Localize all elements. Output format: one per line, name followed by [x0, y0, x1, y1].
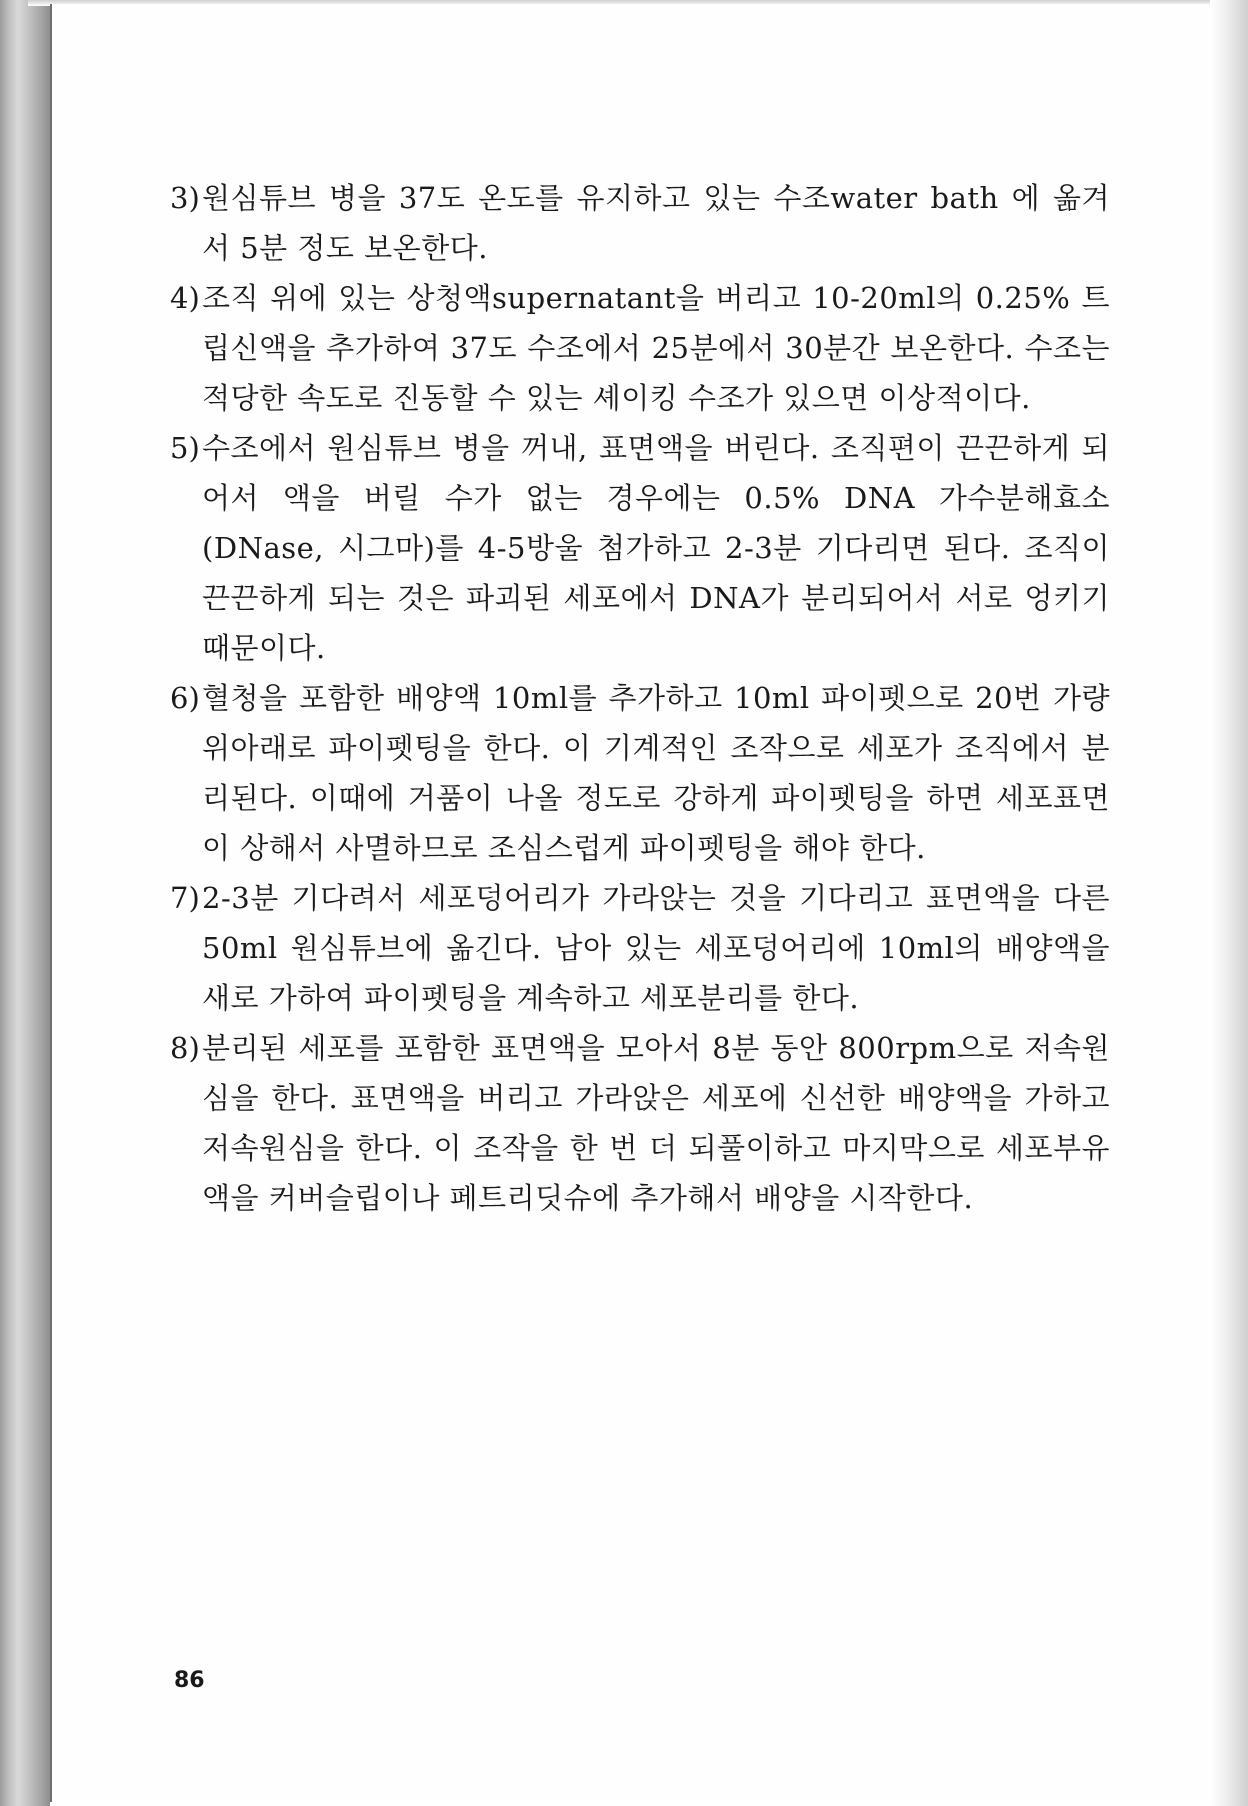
item-number: 5) — [170, 431, 200, 465]
book-spine — [0, 0, 50, 1806]
page-number: 86 — [174, 1668, 205, 1693]
item-number: 3) — [170, 181, 200, 215]
list-item — [170, 673, 1110, 873]
item-number: 4) — [170, 281, 200, 315]
item-text: 2-3분 기다려서 세포덩어리가 가라앉는 것을 기다리고 표면액을 다른 50ml 원심튜브에 옮긴다. 남아 있는 세포덩어리에 10ml의 배양액을 새로 가하여 파이펫팅을 계속하고 세포분리를 한다. — [202, 881, 1110, 1015]
page-right-edge — [1210, 0, 1248, 1806]
list-item — [170, 873, 1110, 1023]
list-item — [170, 1023, 1110, 1223]
item-text: 수조에서 원심튜브 병을 꺼내, 표면액을 버린다. 조직편이 끈끈하게 되어서 액을 버릴 수가 없는 경우에는 0.5% DNA 가수분해효소(DNase, 시그마)를 4-5방울 첨가하고 2-3분 기다리면 된다. 조직이 끈끈하게 되는 것은 파괴된 세포에서 DNA가 분리되어서 서로 엉키기 때문이다. — [202, 431, 1110, 665]
body-text — [170, 173, 1110, 1223]
item-text: 조직 위에 있는 상청액supernatant을 버리고 10-20ml의 0.25% 트립신액을 추가하여 37도 수조에서 25분에서 30분간 보온한다. 수조는 적당한 속도로 진동할 수 있는 셰이킹 수조가 있으면 이상적이다. — [202, 281, 1110, 415]
item-text: 원심튜브 병을 37도 온도를 유지하고 있는 수조water bath 에 옮겨서 5분 정도 보온한다. — [202, 181, 1110, 265]
item-number: 8) — [170, 1031, 200, 1065]
item-number: 7) — [170, 881, 200, 915]
list-item — [170, 423, 1110, 673]
item-text: 혈청을 포함한 배양액 10ml를 추가하고 10ml 파이펫으로 20번 가량 위아래로 파이펫팅을 한다. 이 기계적인 조작으로 세포가 조직에서 분리된다. 이때에 거품이 나올 정도로 강하게 파이펫팅을 하면 세포표면이 상해서 사멸하므로 조심스럽게 파이펫팅을 해야 한다. — [202, 681, 1110, 865]
list-item — [170, 173, 1110, 273]
item-text: 분리된 세포를 포함한 표면액을 모아서 8분 동안 800rpm으로 저속원심을 한다. 표면액을 버리고 가라앉은 세포에 신선한 배양액을 가하고 저속원심을 한다. 이 조작을 한 번 더 되풀이하고 마지막으로 세포부유액을 커버슬립이나 페트리딧슈에 추가해서 배양을 시작한다. — [202, 1031, 1110, 1215]
list-item — [170, 273, 1110, 423]
item-number: 6) — [170, 681, 200, 715]
